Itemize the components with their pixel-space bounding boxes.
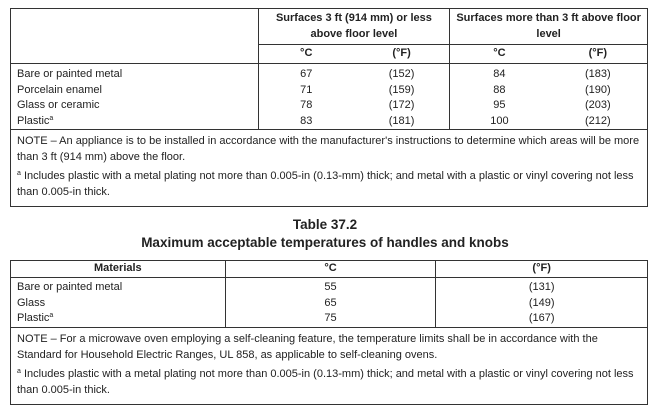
unit-header: °C xyxy=(258,45,354,64)
header-fahrenheit: (°F) xyxy=(436,261,648,278)
table-number: Table 37.2 xyxy=(292,217,358,232)
table-caption xyxy=(0,216,650,252)
material-cell xyxy=(11,311,226,327)
table-row xyxy=(11,98,648,114)
material-name: Glass xyxy=(17,296,46,309)
unit-header: °C xyxy=(450,45,549,64)
celsius-high: 100 xyxy=(450,114,549,130)
fahrenheit-high: (203) xyxy=(584,99,611,111)
group-header-low: Surfaces 3 ft (914 mm) or less above floor level xyxy=(258,9,450,45)
celsius-value: 65 xyxy=(225,296,436,312)
fahrenheit-low: (152) xyxy=(354,64,450,83)
table-row xyxy=(11,278,648,296)
fahrenheit-value: (131) xyxy=(436,278,648,296)
table-row xyxy=(11,114,648,130)
footnote-marker: a xyxy=(49,114,54,122)
note-cell xyxy=(11,327,648,404)
celsius-low: 67 xyxy=(258,64,354,83)
group-header-high: Surfaces more than 3 ft above floor level xyxy=(450,9,648,45)
header-materials: Materials xyxy=(11,261,226,278)
surface-temperature-table xyxy=(10,8,648,207)
celsius-value: 75 xyxy=(225,311,436,327)
note-cell xyxy=(11,130,648,207)
table-row xyxy=(11,83,648,99)
table-row xyxy=(11,296,648,312)
celsius-value: 55 xyxy=(225,278,436,296)
material-cell xyxy=(11,278,226,296)
fahrenheit-high: (190) xyxy=(584,83,611,96)
table-title: Maximum acceptable temperatures of handles and knobs xyxy=(141,235,509,250)
material-name: Plastic xyxy=(17,114,50,127)
material-cell xyxy=(11,64,259,83)
fahrenheit-value: (149) xyxy=(436,296,648,312)
fahrenheit-low: (159) xyxy=(388,83,415,96)
handles-knobs-table xyxy=(10,260,648,405)
table-row xyxy=(11,311,648,327)
material-name: Plastic xyxy=(17,312,50,324)
celsius-low: 71 xyxy=(258,83,354,99)
fahrenheit-high: (212) xyxy=(584,114,611,127)
footnote-marker: a xyxy=(49,312,54,319)
header-celsius: °C xyxy=(225,261,436,278)
table-note: NOTE – An appliance is to be installed in accordance with the manufacturer's instructions to determine which areas will be more than 3 ft (914 mm) above the floor. xyxy=(17,135,640,163)
unit-header: (°F) xyxy=(588,47,608,60)
celsius-high: 95 xyxy=(450,98,549,114)
celsius-high: 84 xyxy=(450,64,549,83)
unit-header: (°F) xyxy=(392,47,411,60)
material-cell xyxy=(11,114,259,130)
fahrenheit-high: (183) xyxy=(549,64,648,83)
fahrenheit-low: (172) xyxy=(388,99,415,111)
celsius-high: 88 xyxy=(450,83,549,99)
material-cell xyxy=(11,98,259,114)
material-name: Bare or painted metal xyxy=(17,68,123,80)
celsius-low: 78 xyxy=(258,98,354,114)
fahrenheit-value: (167) xyxy=(436,311,648,327)
material-cell xyxy=(11,83,259,99)
material-name: Bare or painted metal xyxy=(17,281,123,293)
blank-header xyxy=(11,9,259,64)
material-cell xyxy=(11,296,226,312)
celsius-low: 83 xyxy=(258,114,354,130)
table-footnote: $^a$ Includes plastic with a metal plating not more than 0.005-in (0.13-mm) thick; and metal with a plastic or vinyl covering not less than 0.005-in thick. xyxy=(17,367,634,396)
fahrenheit-low: (181) xyxy=(388,114,415,127)
table-note: NOTE – For a microwave oven employing a self-cleaning feature, the temperature limits shall be in accordance with the Standard for Household Electric Ranges, UL 858, as applicable to self-cleaning ovens. xyxy=(17,332,598,361)
table-row xyxy=(11,64,648,83)
material-name: Glass or ceramic xyxy=(17,99,100,111)
material-name: Porcelain enamel xyxy=(17,83,102,96)
table-footnote: $^a$ Includes plastic with a metal plating not more than 0.005-in (0.13-mm) thick; and metal with a plastic or vinyl covering not less than 0.005-in thick. xyxy=(17,170,634,198)
